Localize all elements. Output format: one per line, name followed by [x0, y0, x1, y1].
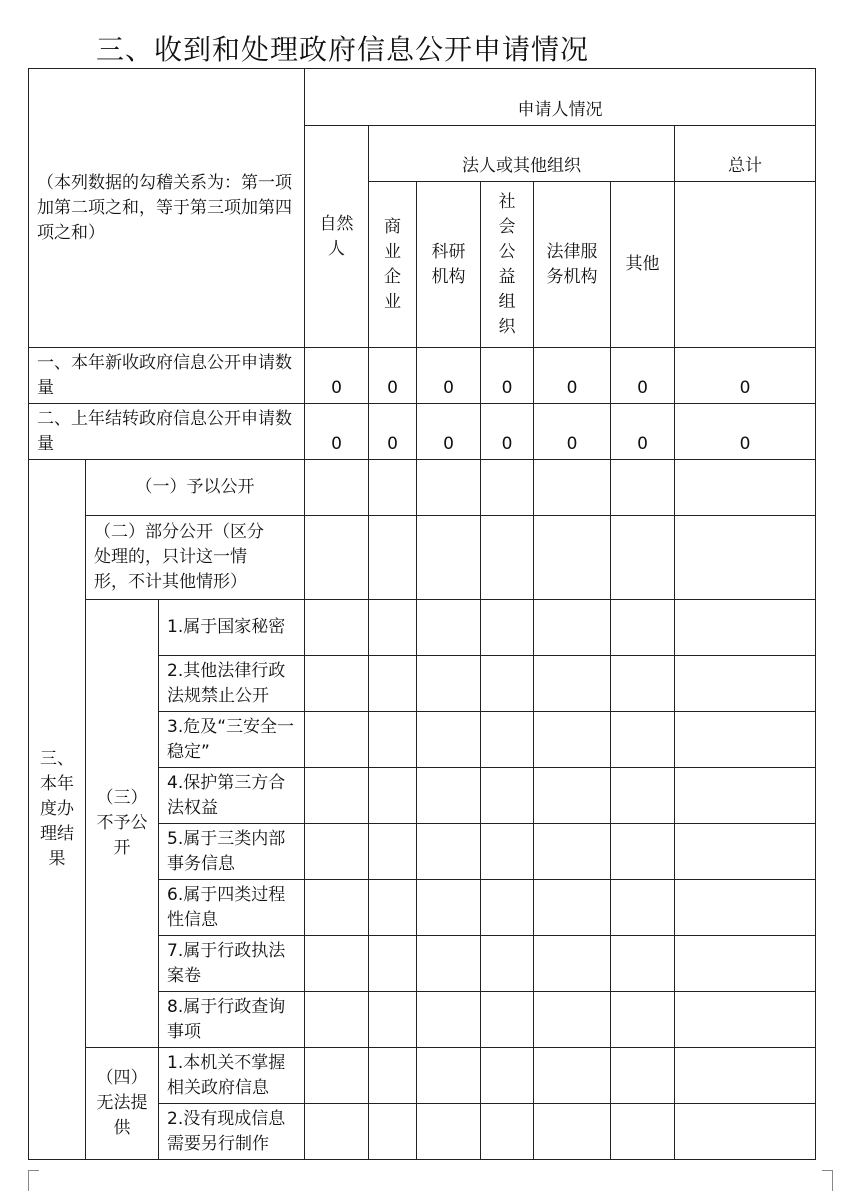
empty-cell — [417, 936, 481, 992]
empty-cell — [611, 516, 675, 600]
empty-cell — [675, 1048, 816, 1104]
carryover-value: 0 — [305, 404, 369, 460]
note-cell: （本列数据的勾稽关系为：第一项加第二项之和，等于第三项加第四项之和） — [29, 69, 305, 348]
carryover-value: 0 — [534, 404, 611, 460]
new-apps-value: 0 — [305, 348, 369, 404]
carryover-total: 0 — [675, 404, 816, 460]
empty-cell — [675, 656, 816, 712]
empty-cell — [534, 600, 611, 656]
nd-reason-label: 1.属于国家秘密 — [159, 600, 305, 656]
empty-cell — [534, 824, 611, 880]
empty-cell — [534, 1048, 611, 1104]
empty-cell — [417, 1104, 481, 1160]
empty-cell — [417, 600, 481, 656]
empty-cell — [369, 936, 417, 992]
empty-cell — [417, 768, 481, 824]
carryover-value: 0 — [611, 404, 675, 460]
empty-cell — [481, 460, 534, 516]
nd-reason-label: 6.属于四类过程性信息 — [159, 880, 305, 936]
empty-cell — [417, 880, 481, 936]
empty-cell — [675, 768, 816, 824]
empty-cell — [611, 656, 675, 712]
no-disclose-group-label: （三）不予公开 — [86, 600, 159, 1048]
empty-cell — [534, 768, 611, 824]
nd-reason-label: 8.属于行政查询事项 — [159, 992, 305, 1048]
page-corner-mark-left — [28, 1170, 39, 1191]
empty-cell — [481, 600, 534, 656]
empty-cell — [675, 516, 816, 600]
carryover-label: 二、上年结转政府信息公开申请数量 — [29, 404, 305, 460]
new-apps-value: 0 — [481, 348, 534, 404]
empty-cell — [417, 516, 481, 600]
empty-cell — [611, 936, 675, 992]
empty-cell — [675, 936, 816, 992]
empty-cell — [305, 656, 369, 712]
empty-cell — [481, 712, 534, 768]
total-header: 总计 — [675, 126, 816, 182]
empty-cell — [369, 712, 417, 768]
empty-cell — [675, 460, 816, 516]
empty-cell — [534, 516, 611, 600]
empty-cell — [305, 1048, 369, 1104]
business-header: 商业企业 — [369, 182, 417, 348]
empty-cell — [481, 768, 534, 824]
empty-cell — [675, 712, 816, 768]
empty-cell — [369, 1048, 417, 1104]
empty-cell — [369, 656, 417, 712]
empty-cell — [417, 656, 481, 712]
empty-cell — [369, 880, 417, 936]
empty-cell — [534, 460, 611, 516]
empty-cell — [369, 768, 417, 824]
social-header: 社会公益组织 — [481, 182, 534, 348]
empty-cell — [675, 824, 816, 880]
empty-cell — [305, 992, 369, 1048]
empty-cell — [305, 936, 369, 992]
nd-reason-label: 4.保护第三方合法权益 — [159, 768, 305, 824]
carryover-value: 0 — [369, 404, 417, 460]
empty-cell — [611, 992, 675, 1048]
empty-cell — [481, 824, 534, 880]
empty-cell — [417, 460, 481, 516]
new-apps-label: 一、本年新收政府信息公开申请数量 — [29, 348, 305, 404]
research-header: 科研机构 — [417, 182, 481, 348]
empty-cell — [305, 600, 369, 656]
empty-cell — [417, 712, 481, 768]
empty-cell — [481, 656, 534, 712]
disclose-label: （一）予以公开 — [86, 460, 305, 516]
empty-cell — [369, 516, 417, 600]
page-title: 三、收到和处理政府信息公开申请情况 — [96, 33, 590, 66]
empty-cell — [369, 992, 417, 1048]
new-apps-value: 0 — [369, 348, 417, 404]
empty-cell — [417, 824, 481, 880]
nd-reason-label: 5.属于三类内部事务信息 — [159, 824, 305, 880]
empty-cell — [369, 600, 417, 656]
empty-cell — [305, 824, 369, 880]
empty-cell — [534, 992, 611, 1048]
empty-cell — [417, 992, 481, 1048]
empty-cell — [481, 936, 534, 992]
empty-cell — [305, 768, 369, 824]
empty-cell — [305, 516, 369, 600]
empty-cell — [369, 460, 417, 516]
empty-cell — [611, 1104, 675, 1160]
new-apps-value: 0 — [534, 348, 611, 404]
result-group-label: 三、本年度办理结果 — [29, 460, 86, 1160]
empty-cell — [481, 992, 534, 1048]
total-blank — [675, 182, 816, 348]
empty-cell — [417, 1048, 481, 1104]
empty-cell — [369, 824, 417, 880]
empty-cell — [675, 880, 816, 936]
empty-cell — [305, 712, 369, 768]
cp-reason-label: 1.本机关不掌握相关政府信息 — [159, 1048, 305, 1104]
legal-org-header: 法人或其他组织 — [369, 126, 675, 182]
partial-label: （二）部分公开（区分处理的，只计这一情形，不计其他情形） — [86, 516, 305, 600]
empty-cell — [481, 1104, 534, 1160]
empty-cell — [534, 936, 611, 992]
empty-cell — [611, 768, 675, 824]
new-apps-total: 0 — [675, 348, 816, 404]
empty-cell — [305, 1104, 369, 1160]
carryover-value: 0 — [417, 404, 481, 460]
applicant-header: 申请人情况 — [305, 69, 816, 126]
cp-reason-label: 2.没有现成信息需要另行制作 — [159, 1104, 305, 1160]
natural-person-header: 自然人 — [305, 126, 369, 348]
other-header: 其他 — [611, 182, 675, 348]
empty-cell — [369, 1104, 417, 1160]
carryover-value: 0 — [481, 404, 534, 460]
empty-cell — [611, 460, 675, 516]
nd-reason-label: 2.其他法律行政法规禁止公开 — [159, 656, 305, 712]
empty-cell — [534, 1104, 611, 1160]
empty-cell — [481, 1048, 534, 1104]
empty-cell — [611, 712, 675, 768]
legal-service-header: 法律服务机构 — [534, 182, 611, 348]
page-corner-mark-right — [822, 1170, 833, 1191]
empty-cell — [481, 880, 534, 936]
empty-cell — [675, 1104, 816, 1160]
empty-cell — [534, 656, 611, 712]
new-apps-value: 0 — [417, 348, 481, 404]
empty-cell — [534, 712, 611, 768]
empty-cell — [611, 1048, 675, 1104]
empty-cell — [611, 600, 675, 656]
nd-reason-label: 7.属于行政执法案卷 — [159, 936, 305, 992]
empty-cell — [534, 880, 611, 936]
new-apps-value: 0 — [611, 348, 675, 404]
empty-cell — [611, 824, 675, 880]
empty-cell — [611, 880, 675, 936]
disclosure-table — [28, 68, 816, 1160]
empty-cell — [675, 992, 816, 1048]
nd-reason-label: 3.危及“三安全一稳定” — [159, 712, 305, 768]
empty-cell — [675, 600, 816, 656]
empty-cell — [305, 460, 369, 516]
empty-cell — [305, 880, 369, 936]
cannot-provide-group-label: （四）无法提供 — [86, 1048, 159, 1160]
empty-cell — [481, 516, 534, 600]
